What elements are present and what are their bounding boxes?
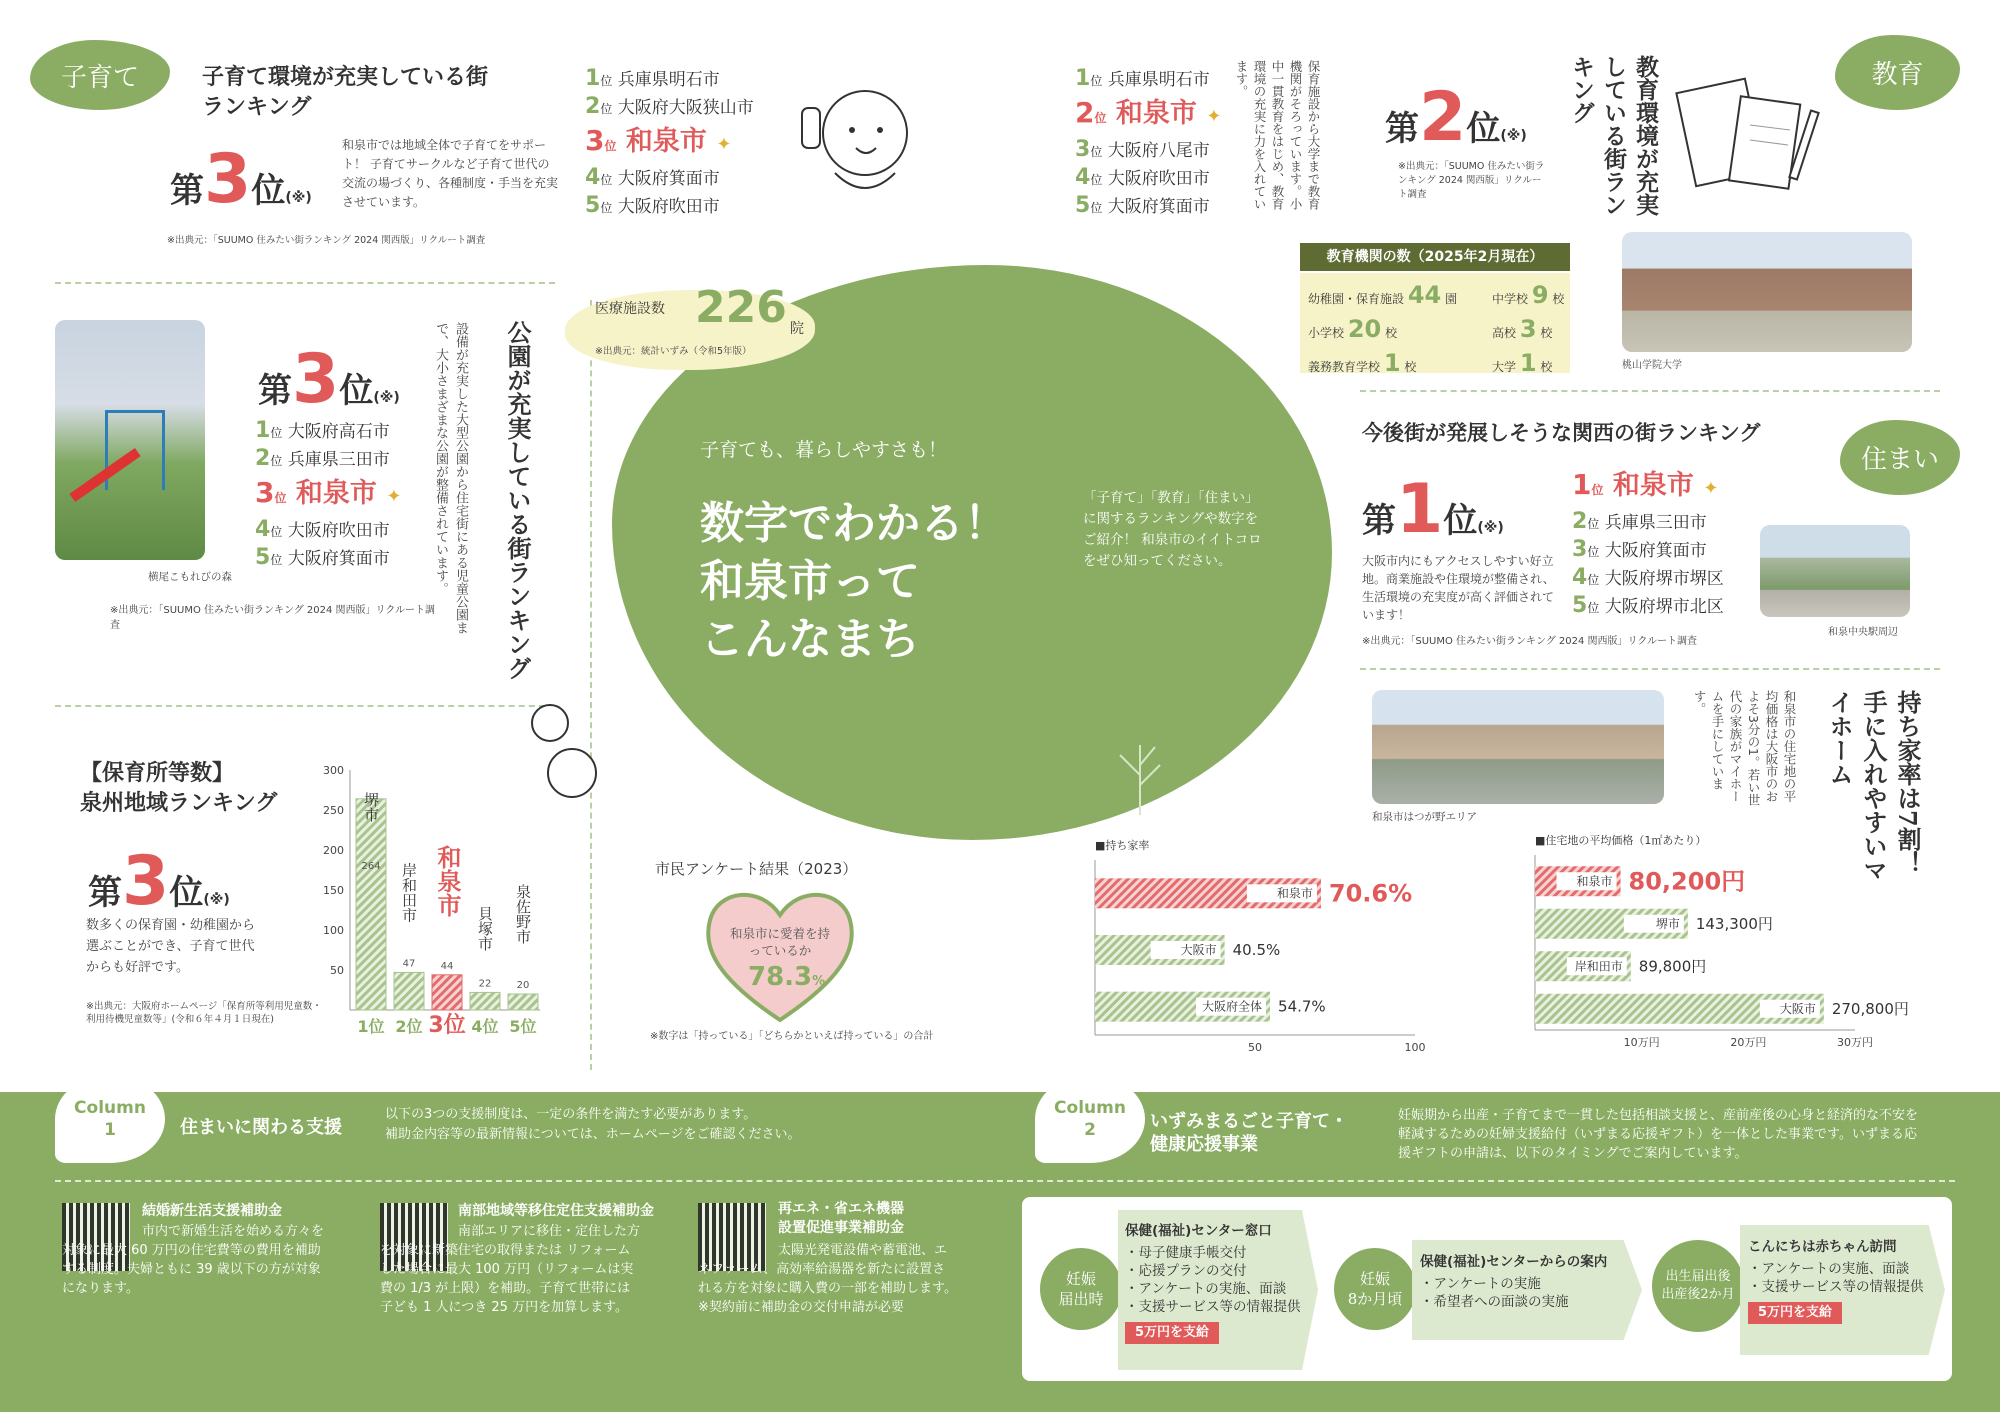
step-content bbox=[1125, 1222, 1301, 1344]
step-item: ・希望者への面談の実施 bbox=[1420, 1294, 1569, 1310]
rank-prefix: 第 bbox=[1362, 501, 1396, 541]
childcare-desc: 和泉市では地域全体で子育てをサポート！ 子育てサークルなど子育て世代の交流の場づくり、各種制度・手当を充実させています。 bbox=[342, 138, 559, 209]
step-title: こんにちは赤ちゃん訪問 bbox=[1748, 1239, 1897, 1255]
rank-unit: 位 bbox=[1587, 517, 1600, 531]
column2-badge bbox=[1035, 1075, 1145, 1163]
step-item: ・支援サービス等の情報提供 bbox=[1125, 1299, 1301, 1315]
desc-line: 以下の3つの支援制度は、一定の条件を満たす必要があります。 bbox=[385, 1107, 757, 1122]
ownership-desc: 和泉市の住宅地の平均価格は大阪市のおよそ3分の1。若い世代の家族がマイホームを手にしています。 bbox=[1692, 690, 1797, 806]
education-title: 教育環境が充実している街ランキング bbox=[1568, 55, 1659, 216]
nursery-desc: 数多くの保育園・幼稚園から選ぶことができ、子育て世代からも好評です。 bbox=[86, 918, 256, 975]
rank-unit: 位 bbox=[1090, 173, 1103, 187]
rank-city: 和泉市 bbox=[1115, 98, 1197, 129]
count-num: 44 bbox=[1407, 281, 1442, 309]
rank-unit: 位 bbox=[604, 139, 617, 153]
rank-city: 大阪府大阪狭山市 bbox=[617, 98, 754, 118]
rank-unit: 位 bbox=[1090, 145, 1103, 159]
survey-heart-text: 和泉市に愛着を持っているか bbox=[729, 926, 830, 958]
medical-label: 医療施設数 bbox=[595, 301, 665, 317]
rank-row bbox=[1572, 593, 1724, 621]
step-title: 保健(福祉)センター窓口 bbox=[1125, 1223, 1272, 1239]
note-mark: (※) bbox=[1477, 520, 1504, 536]
rank-unit: 位 bbox=[274, 491, 287, 505]
childcare-ranking bbox=[585, 66, 754, 221]
note-mark: (※) bbox=[1500, 128, 1527, 144]
column1-desc bbox=[385, 1105, 800, 1145]
rank-unit: 位 bbox=[1587, 545, 1600, 559]
rank-number: 2 bbox=[1419, 78, 1467, 157]
rank-city: 和泉市 bbox=[625, 126, 707, 157]
rank-unit: 位 bbox=[600, 173, 613, 187]
step-item: ・アンケートの実施、面談 bbox=[1125, 1281, 1287, 1297]
step-circle bbox=[1652, 1240, 1744, 1332]
count-unit: 校 bbox=[1385, 326, 1398, 340]
nursery-source: ※出典元：大阪府ホームページ「保育所等利用児童数・利用待機児童数等」(令和６年４月１日現在) bbox=[86, 1001, 322, 1025]
ownership-title: 持ち家率は7割！手に入れやすいマイホーム bbox=[1825, 690, 1922, 882]
bar-value-label: 270,800円 bbox=[1831, 999, 1909, 1018]
rank-row bbox=[1075, 137, 1221, 165]
step-badge: 5万円を支給 bbox=[1125, 1322, 1219, 1344]
x-tick-label: 50 bbox=[1248, 1041, 1262, 1054]
rank-row bbox=[1075, 165, 1221, 193]
bar-value-label: 80,200円 bbox=[1628, 867, 1746, 896]
step-item: ・アンケートの実施、面談 bbox=[1748, 1261, 1910, 1277]
rank-prefix: 第 bbox=[88, 873, 122, 913]
rank-row-highlight bbox=[585, 122, 754, 165]
rank-row bbox=[585, 165, 754, 193]
rank-no: 1 bbox=[255, 418, 271, 443]
column1-item-title bbox=[778, 1200, 904, 1238]
circle-line: 出産後2か月 bbox=[1661, 1287, 1735, 1302]
count-label: 中学校 bbox=[1492, 292, 1529, 306]
title-line: 子育て環境が充実している街 bbox=[202, 64, 489, 90]
step-item: ・応援プランの交付 bbox=[1125, 1263, 1247, 1279]
x-tick-label: 20万円 bbox=[1730, 1036, 1767, 1049]
sparkle-icon: ✦ bbox=[716, 134, 732, 155]
education-rank bbox=[1385, 78, 1527, 157]
y-tick-label: 50 bbox=[330, 964, 344, 977]
chart-title: ■持ち家率 bbox=[1095, 839, 1150, 852]
rank-number: 3 bbox=[204, 140, 252, 219]
rank-city: 大阪府吹田市 bbox=[617, 197, 720, 217]
column1-title: 住まいに関わる支援 bbox=[180, 1117, 342, 1138]
baby-illustration-icon bbox=[790, 78, 920, 208]
rank-no: 1 bbox=[1075, 66, 1091, 91]
rank-row bbox=[255, 446, 401, 474]
rank-no: 4 bbox=[1075, 165, 1091, 190]
circle-line: 出生届出後 bbox=[1665, 1269, 1731, 1284]
bar bbox=[508, 994, 538, 1010]
count-col-left bbox=[1308, 280, 1457, 382]
badge-line: 2 bbox=[1084, 1120, 1096, 1140]
survey-title: 市民アンケート結果（2023） bbox=[655, 860, 858, 878]
rank-no: 2 bbox=[585, 94, 601, 119]
bar-category-label: 大阪市 bbox=[1779, 1001, 1816, 1016]
rank-prefix: 第 bbox=[258, 371, 292, 411]
count-num: 1 bbox=[1519, 349, 1537, 377]
count-unit: 校 bbox=[1552, 292, 1565, 306]
step-title: 保健(福祉)センターからの案内 bbox=[1420, 1254, 1608, 1270]
bar bbox=[470, 992, 500, 1010]
note-mark: (※) bbox=[203, 892, 230, 908]
childcare-source: ※出典元：「SUUMO 住みたい街ランキング 2024 関西版」リクルート調査 bbox=[167, 235, 486, 246]
nursery-title bbox=[80, 758, 277, 818]
count-num: 20 bbox=[1347, 315, 1382, 343]
sparkle-icon: ✦ bbox=[1703, 478, 1719, 499]
survey-value-line bbox=[748, 962, 825, 992]
rank-no: 5 bbox=[1075, 193, 1091, 218]
rank-city: 大阪府吹田市 bbox=[287, 521, 390, 541]
rank-unit: 位 bbox=[1090, 201, 1103, 215]
rank-row-highlight bbox=[1075, 94, 1221, 137]
title-line: 泉州地域ランキング bbox=[80, 790, 278, 816]
bar-category-label: 岸和田市 bbox=[1574, 959, 1623, 974]
rank-no: 5 bbox=[255, 545, 271, 570]
rank-row bbox=[585, 94, 754, 122]
rank-unit: 位 bbox=[600, 201, 613, 215]
rank-row bbox=[1572, 565, 1724, 593]
hatsugano-caption: 和泉市はつが野エリア bbox=[1372, 811, 1477, 823]
education-count-title: 教育機関の数（2025年2月現在） bbox=[1300, 243, 1570, 271]
park-desc: 設備が充実した大型公園から住宅街にある児童公園まで、大小さまざまな公園が整備されています。 bbox=[433, 322, 468, 634]
step-content bbox=[1748, 1238, 1924, 1324]
bar-category-label: 堺市 bbox=[1655, 916, 1680, 931]
center-desc: 「子育て」「教育」「住まい」に関するランキングや数字をご紹介！ 和泉市のイイトコロをぜひ知ってください。 bbox=[1083, 490, 1262, 569]
badge-line: 1 bbox=[104, 1120, 116, 1140]
rank-unit: 位 bbox=[1587, 601, 1600, 615]
rank-label: 2位 bbox=[395, 1017, 423, 1036]
rank-suffix: 位 bbox=[169, 873, 204, 913]
column1-item-body: 南部エリアに移住・定住した方を対象に新築住宅の取得または リフォームした場合に最大 100 万円（リフォームは実費の 1/3 が上限）を補助。子育て世帯には子ども 1 人につき 25 万円を加算します。 bbox=[380, 1224, 641, 1315]
bar-category-label: 堺市 bbox=[362, 791, 380, 822]
rank-row bbox=[255, 545, 401, 573]
rank-no: 2 bbox=[255, 446, 271, 471]
rank-no: 3 bbox=[585, 124, 605, 157]
rank-no: 3 bbox=[1572, 537, 1588, 562]
column1-badge bbox=[55, 1075, 165, 1163]
rank-city: 和泉市 bbox=[1612, 470, 1694, 501]
rank-city: 大阪府高石市 bbox=[287, 422, 390, 442]
rank-city: 和泉市 bbox=[295, 478, 377, 509]
rank-label: 1位 bbox=[357, 1017, 385, 1036]
rank-city: 大阪府箕面市 bbox=[1107, 197, 1210, 217]
title-line: 設置促進事業補助金 bbox=[778, 1220, 904, 1236]
rank-label: 4位 bbox=[471, 1017, 499, 1036]
university-photo bbox=[1622, 232, 1912, 352]
step-item: ・アンケートの実施 bbox=[1420, 1276, 1541, 1292]
bar-value-label: 22 bbox=[478, 978, 492, 990]
rank-suffix: 位 bbox=[1443, 501, 1478, 541]
count-row bbox=[1492, 348, 1564, 382]
education-desc: 保育施設から大学まで教育機関がそろっています。小中一貫教育をはじめ、教育環境の充実に力を入れています。 bbox=[1234, 60, 1321, 210]
rank-prefix: 第 bbox=[1385, 109, 1419, 149]
rank-unit: 位 bbox=[600, 102, 613, 116]
title-line: 数字でわかる！ bbox=[700, 498, 1008, 549]
rank-city: 大阪府箕面市 bbox=[287, 549, 390, 569]
count-label: 高校 bbox=[1492, 326, 1517, 340]
x-tick-label: 10万円 bbox=[1623, 1036, 1660, 1049]
x-tick-label: 30万円 bbox=[1837, 1036, 1873, 1049]
housing-ranking bbox=[1572, 466, 1724, 621]
chart-title: ■住宅地の平均価格（1㎡あたり） bbox=[1535, 834, 1707, 847]
rank-number: 3 bbox=[122, 842, 170, 921]
bar-category-label: 和泉市 bbox=[1576, 874, 1613, 889]
step-content bbox=[1420, 1253, 1607, 1311]
park-rank bbox=[258, 340, 400, 419]
count-label: 大学 bbox=[1492, 360, 1517, 374]
bar-value-label: 44 bbox=[440, 960, 454, 972]
y-tick-label: 150 bbox=[323, 884, 344, 897]
bar-value-label: 47 bbox=[402, 958, 416, 970]
education-source: ※出典元：「SUUMO 住みたい街ランキング 2024 関西版」リクルート調査 bbox=[1398, 161, 1545, 200]
step-badge: 5万円を支給 bbox=[1748, 1302, 1842, 1324]
survey-note: ※数字は「持っている」「どちらかといえば持っている」の合計 bbox=[650, 1031, 934, 1042]
column1-item-body: 市内で新婚生活を始める方々を対象に最大 60 万円の住宅費等の費用を補助する制度。夫婦ともに 39 歳以下の方が対象になります。 bbox=[62, 1224, 325, 1296]
rank-city: 大阪府吹田市 bbox=[1107, 169, 1210, 189]
count-unit: 校 bbox=[1404, 360, 1417, 374]
rank-unit: 位 bbox=[1591, 483, 1604, 497]
bar-category-label: 大阪市 bbox=[1180, 943, 1217, 957]
medical-unit: 院 bbox=[790, 321, 804, 337]
rank-row bbox=[255, 517, 401, 545]
divider bbox=[590, 300, 592, 1070]
bar-category-label: 大阪府全体 bbox=[1202, 999, 1263, 1014]
rank-city: 大阪府堺市北区 bbox=[1604, 597, 1724, 617]
bar-value-label: 54.7% bbox=[1278, 997, 1326, 1016]
column2-desc: 妊娠期から出産・子育てまで一貫した包括相談支援と、産前産後の心身と経済的な不安を軽減するための妊婦支援給付（いずまる応援ギフト）を一体とした事業です。いずまる応援ギフトの申請は、以下のタイミングでご案内しています。 bbox=[1398, 1108, 1919, 1161]
bar-category-label: 和泉市 bbox=[433, 844, 461, 917]
column2-title bbox=[1150, 1110, 1348, 1156]
rank-prefix: 第 bbox=[170, 171, 204, 211]
rank-unit: 位 bbox=[1587, 573, 1600, 587]
rank-no: 3 bbox=[1075, 137, 1091, 162]
bar-value-label: 40.5% bbox=[1232, 941, 1281, 959]
rank-no: 1 bbox=[1572, 468, 1592, 501]
divider bbox=[55, 1180, 1955, 1182]
x-tick-label: 100 bbox=[1404, 1041, 1426, 1054]
column1-item-body: 太陽光発電設備や蓄電池、エネファーム、高効率給湯器を新たに設置される方を対象に購入費の一部を補助します。※契約前に補助金の交付申請が必要 bbox=[698, 1243, 957, 1315]
center-title bbox=[700, 495, 1008, 669]
count-label: 小学校 bbox=[1308, 326, 1345, 340]
bar bbox=[432, 975, 462, 1010]
rank-row bbox=[1572, 509, 1724, 537]
station-photo bbox=[1760, 525, 1910, 617]
bar-value-label: 143,300円 bbox=[1695, 914, 1773, 933]
bar-value-label: 264 bbox=[361, 860, 381, 872]
column1-item-title: 南部地域等移住定住支援補助金 bbox=[458, 1203, 654, 1219]
y-tick-label: 100 bbox=[323, 924, 344, 937]
count-col-right bbox=[1492, 280, 1564, 382]
circle-line: 8か月頃 bbox=[1347, 1290, 1403, 1308]
count-row bbox=[1308, 280, 1457, 314]
title-line: 【保育所等数】 bbox=[80, 760, 235, 786]
rank-row bbox=[1075, 193, 1221, 221]
park-ranking bbox=[255, 418, 401, 573]
sparkle-icon: ✦ bbox=[1206, 106, 1222, 127]
notebook-icon bbox=[1670, 70, 1820, 200]
title-line: いずみまるごと子育て・ bbox=[1150, 1111, 1348, 1132]
ownership-bar-chart bbox=[1085, 835, 1445, 1060]
housing-rank bbox=[1362, 470, 1504, 549]
bar-value-label: 70.6% bbox=[1328, 879, 1413, 908]
y-tick-label: 300 bbox=[323, 764, 344, 777]
university-caption: 桃山学院大学 bbox=[1622, 360, 1682, 371]
rank-unit: 位 bbox=[270, 454, 283, 468]
bar-category-label: 貝塚市 bbox=[476, 905, 494, 951]
park-photo-caption: 横尾こもれびの森 bbox=[148, 571, 232, 583]
park-source: ※出典元：「SUUMO 住みたい街ランキング 2024 関西版」リクルート調査 bbox=[110, 605, 436, 631]
nursery-rank bbox=[88, 842, 230, 921]
survey-value: 78.3 bbox=[748, 962, 813, 992]
note-mark: (※) bbox=[285, 190, 312, 206]
count-row bbox=[1492, 314, 1564, 348]
circle-line: 妊娠 bbox=[1065, 1270, 1096, 1288]
station-caption: 和泉中央駅周辺 bbox=[1828, 627, 1898, 638]
bar-value-label: 89,800円 bbox=[1638, 957, 1707, 976]
rank-row bbox=[585, 193, 754, 221]
divider bbox=[55, 705, 555, 707]
tag-housing: 住まい bbox=[1840, 420, 1960, 495]
rank-no: 3 bbox=[255, 476, 275, 509]
childcare-title bbox=[202, 62, 488, 122]
note-mark: (※) bbox=[373, 390, 400, 406]
rank-number: 1 bbox=[1396, 470, 1444, 549]
childcare-rank bbox=[170, 140, 312, 219]
rank-unit: 位 bbox=[1090, 74, 1103, 88]
rank-city: 大阪府八尾市 bbox=[1107, 141, 1210, 161]
count-num: 1 bbox=[1383, 349, 1401, 377]
rank-suffix: 位 bbox=[1466, 109, 1501, 149]
divider bbox=[1360, 668, 1940, 670]
rank-city: 大阪府箕面市 bbox=[1604, 541, 1707, 561]
count-unit: 校 bbox=[1540, 326, 1553, 340]
sparkle-icon: ✦ bbox=[386, 486, 402, 507]
land-price-bar-chart bbox=[1525, 830, 1909, 1060]
tag-childcare: 子育て bbox=[30, 40, 170, 110]
step-item: ・支援サービス等の情報提供 bbox=[1748, 1279, 1924, 1295]
count-row bbox=[1492, 280, 1564, 314]
bar-value-label: 20 bbox=[516, 980, 530, 991]
step-circle bbox=[1334, 1248, 1416, 1330]
bar-category-label: 和泉市 bbox=[1276, 886, 1313, 901]
y-tick-label: 250 bbox=[323, 804, 344, 817]
bar-category-label: 岸和田市 bbox=[400, 862, 418, 923]
rank-suffix: 位 bbox=[251, 171, 286, 211]
step-item: ・母子健康手帳交付 bbox=[1125, 1245, 1247, 1261]
rank-unit: 位 bbox=[270, 426, 283, 440]
rank-unit: 位 bbox=[270, 525, 283, 539]
center-subtitle: 子育ても、暮らしやすさも！ bbox=[700, 439, 948, 461]
desc-line: 補助金内容等の最新情報については、ホームページをご確認ください。 bbox=[385, 1127, 801, 1142]
rank-label: 3位 bbox=[428, 1013, 466, 1038]
rank-no: 2 bbox=[1075, 96, 1095, 129]
rank-no: 5 bbox=[585, 193, 601, 218]
medical-value: 226 bbox=[695, 282, 787, 333]
column1-item-title: 結婚新生活支援補助金 bbox=[142, 1203, 282, 1219]
y-tick-label: 200 bbox=[323, 844, 344, 857]
housing-title: 今後街が発展しそうな関西の街ランキング bbox=[1362, 420, 1761, 445]
rank-label: 5位 bbox=[509, 1017, 537, 1036]
rank-row bbox=[1075, 66, 1221, 94]
rank-no: 4 bbox=[585, 165, 601, 190]
rank-no: 4 bbox=[255, 517, 271, 542]
rank-city: 兵庫県三田市 bbox=[1604, 513, 1707, 533]
hatsugano-photo bbox=[1372, 690, 1664, 804]
rank-unit: 位 bbox=[1094, 111, 1107, 125]
count-unit: 園 bbox=[1445, 292, 1458, 306]
count-unit: 校 bbox=[1540, 360, 1553, 374]
rank-row-highlight bbox=[255, 474, 401, 517]
rank-city: 大阪府箕面市 bbox=[617, 169, 720, 189]
survey-unit: % bbox=[812, 974, 826, 989]
bar bbox=[394, 972, 424, 1010]
count-num: 9 bbox=[1531, 281, 1549, 309]
rank-no: 1 bbox=[585, 66, 601, 91]
step-circle bbox=[1040, 1248, 1122, 1330]
title-line: 再エネ・省エネ機器 bbox=[778, 1201, 904, 1217]
rank-suffix: 位 bbox=[339, 371, 374, 411]
divider bbox=[55, 282, 555, 284]
housing-source: ※出典元：「SUUMO 住みたい街ランキング 2024 関西版」リクルート調査 bbox=[1362, 636, 1698, 647]
divider bbox=[1360, 390, 1940, 392]
tag-education: 教育 bbox=[1835, 35, 1960, 110]
park-title: 公園が充実している街ランキング bbox=[503, 320, 532, 680]
title-line: ランキング bbox=[202, 94, 312, 120]
rank-number: 3 bbox=[292, 340, 340, 419]
rank-city: 大阪府堺市堺区 bbox=[1604, 569, 1724, 589]
education-ranking bbox=[1075, 66, 1221, 221]
rank-no: 2 bbox=[1572, 509, 1588, 534]
count-label: 幼稚園・保育施設 bbox=[1308, 292, 1405, 306]
rank-row bbox=[585, 66, 754, 94]
count-label: 義務教育学校 bbox=[1308, 360, 1381, 374]
housing-desc: 大阪市内にもアクセスしやすい好立地。商業施設や住環境が整備され、生活環境の充実度が高く評価されています！ bbox=[1362, 554, 1555, 622]
title-line: 健康応援事業 bbox=[1150, 1134, 1258, 1155]
bear-illustration-icon bbox=[520, 695, 600, 815]
count-num: 3 bbox=[1519, 315, 1537, 343]
rank-no: 4 bbox=[1572, 565, 1588, 590]
nursery-bar-chart bbox=[300, 760, 550, 1040]
rank-city: 兵庫県明石市 bbox=[617, 70, 720, 90]
badge-line: Column bbox=[1054, 1098, 1126, 1118]
rank-row bbox=[255, 418, 401, 446]
title-line: 和泉市って bbox=[700, 556, 920, 607]
bar-category-label: 泉佐野市 bbox=[514, 884, 532, 944]
park-photo bbox=[55, 320, 205, 560]
rank-city: 兵庫県明石市 bbox=[1107, 70, 1210, 90]
rank-no: 5 bbox=[1572, 593, 1588, 618]
bar bbox=[356, 799, 386, 1010]
medical-source: ※出典元：統計いずみ（令和5年版） bbox=[595, 346, 752, 357]
rank-row-highlight bbox=[1572, 466, 1724, 509]
count-row bbox=[1308, 348, 1457, 382]
plant-icon bbox=[1100, 725, 1180, 815]
rank-unit: 位 bbox=[270, 553, 283, 567]
circle-line: 届出時 bbox=[1058, 1290, 1104, 1308]
rank-unit: 位 bbox=[600, 74, 613, 88]
rank-row bbox=[1572, 537, 1724, 565]
rank-city: 兵庫県三田市 bbox=[287, 450, 390, 470]
title-line: こんなまち bbox=[700, 614, 920, 665]
badge-line: Column bbox=[74, 1098, 146, 1118]
circle-line: 妊娠 bbox=[1359, 1270, 1390, 1288]
count-row bbox=[1308, 314, 1457, 348]
